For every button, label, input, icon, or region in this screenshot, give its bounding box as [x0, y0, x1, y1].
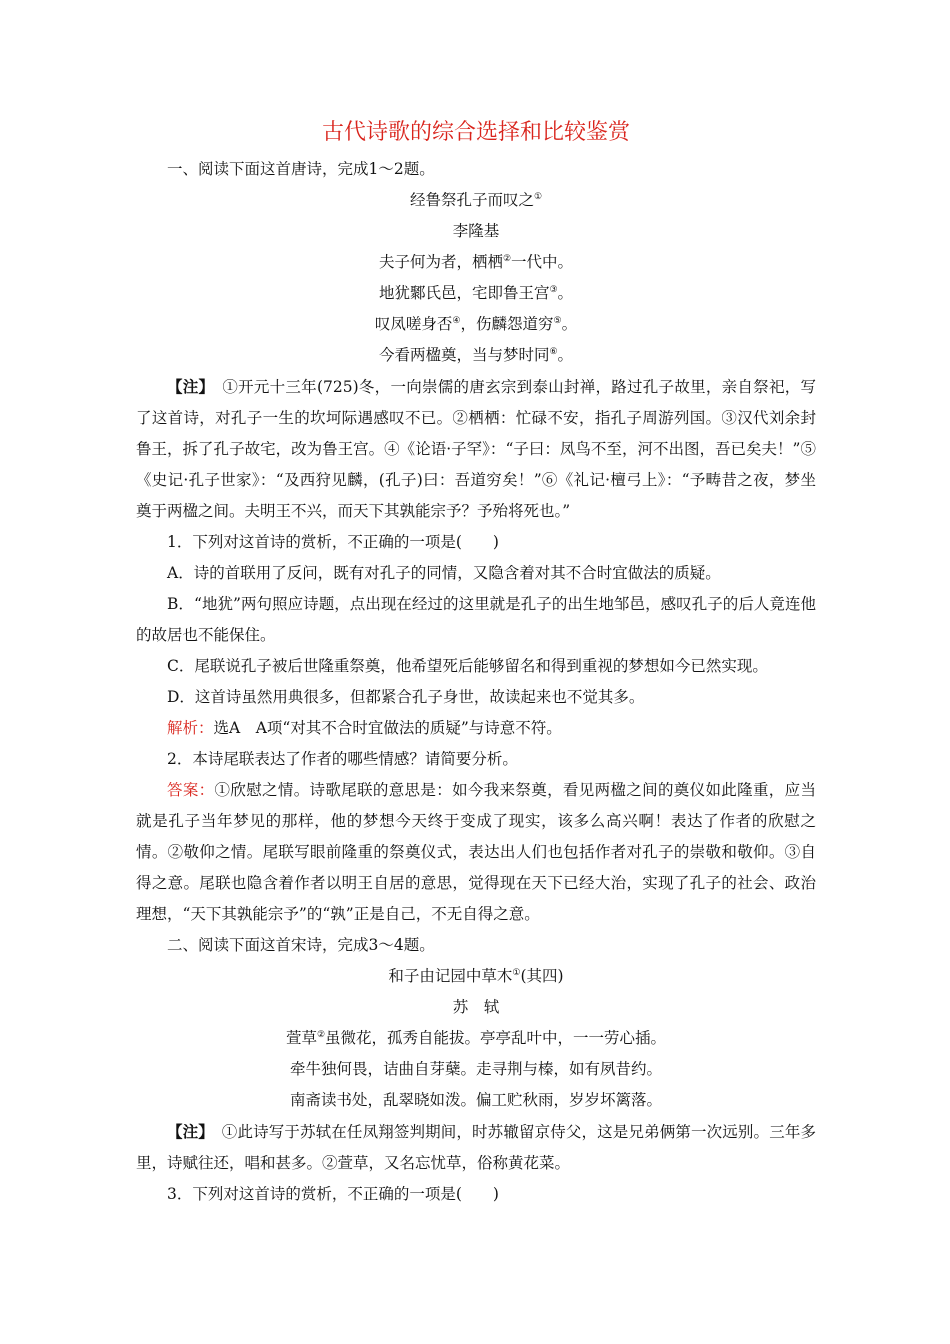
- analysis-label: 解析：: [167, 719, 214, 737]
- option-c: C．尾联说孔子被后世隆重祭奠，他希望死后能够留名和得到重视的梦想如今已然实现。: [167, 657, 768, 675]
- footnote-marker: ①: [533, 192, 543, 202]
- poem-2-author: 苏 轼: [452, 998, 500, 1016]
- option-d: D．这首诗虽然用典很多，但都紧合孔子身世，故读起来也不觉其多。: [167, 688, 645, 706]
- page-title: 古代诗歌的综合选择和比较鉴赏: [321, 120, 630, 145]
- analysis-text: 选A A项“对其不合时宜做法的质疑”与诗意不符。: [213, 719, 562, 737]
- poem-1-line: 叹凤嗟身否④，伤麟怨道穷⑤。: [374, 315, 578, 333]
- poem-1-title: [136, 185, 816, 216]
- poem-2-title: 和子由记园中草木①(其四): [388, 967, 564, 985]
- document-page: [136, 118, 816, 1210]
- note-text: ①此诗写于苏轼在任凤翔签判期间，时苏辙留京侍父，这是兄弟俩第一次远别。三年多里，诗赋往还，唱和甚多。②萱草，又名忘忧草，俗称黄花菜。: [136, 1123, 816, 1172]
- poem-1-line: 夫子何为者，栖栖②一代中。: [378, 253, 574, 271]
- note-text: ①开元十三年(725)冬，一向崇儒的唐玄宗到泰山封禅，路过孔子故里，亲自祭祀，写了这首诗，对孔子一生的坎坷际遇感叹不已。②栖栖：忙碌不安，指孔子周游列国。③汉代刘余封鲁王，拆了孔子故宅，改为鲁王宫。④《论语·子罕》：“子曰：凤鸟不至，河不出图，吾已矣夫！”⑤《史记·孔子世家》：“及西狩见麟，(孔子)曰：吾道穷矣！”⑥《礼记·檀弓上》：“予畴昔之夜，梦坐奠于两楹之间。夫明王不兴，而天下其孰能宗予？予殆将死也。”: [136, 378, 816, 520]
- analysis-1: [136, 713, 816, 744]
- option-a: A．诗的首联用了反问，既有对孔子的同情，又隐含着对其不合时宜做法的质疑。: [167, 564, 721, 582]
- note-label: 【注】: [167, 1122, 207, 1141]
- answer-2: [136, 775, 816, 930]
- poem-1-title-text: 经鲁祭孔子而叹之: [409, 191, 534, 209]
- answer-text: ①欣慰之情。诗歌尾联的意思是：如今我来祭奠，看见两楹之间的奠仪如此隆重，应当就是孔子当年梦见的那样，他的梦想今天终于变成了现实，该多么高兴啊！表达了作者的欣慰之情。②敬仰之情。尾联写眼前隆重的祭奠仪式，表达出人们也包括作者对孔子的崇敬和敬仰。③自得之意。尾联也隐含着作者以明王自居的意思，觉得现在天下已经大治，实现了孔子的社会、政治理想，“天下其孰能宗予”的“孰”正是自己，不无自得之意。: [136, 781, 816, 923]
- poem-1-line: 今看两楹奠，当与梦时同⑥。: [378, 346, 574, 364]
- poem-1-line: 地犹鄹氏邑，宅即鲁王宫③。: [378, 284, 574, 302]
- poem-2-line: 萱草②虽微花，孤秀自能拔。亭亭乱叶中，一一劳心插。: [285, 1029, 667, 1047]
- poem-2-line: 南斋读书处，乱翠晓如泼。偏工贮秋雨，岁岁坏篱落。: [289, 1091, 662, 1109]
- footnote-marker: ①: [512, 968, 521, 978]
- answer-label: 答案：: [167, 781, 215, 799]
- question-3: 3．下列对这首诗的赏析，不正确的一项是( ): [167, 1185, 499, 1203]
- poem-2-line: 牵牛独何畏，诘曲自芽蘖。走寻荆与榛，如有夙昔约。: [289, 1060, 662, 1078]
- section-2-intro: 二、阅读下面这首宋诗，完成3～4题。: [167, 936, 435, 954]
- poem-1-note: [136, 371, 816, 527]
- option-b: B．“地犹”两句照应诗题，点出现在经过的这里就是孔子的出生地邹邑，感叹孔子的后人竟连他的故居也不能保住。: [136, 595, 816, 644]
- poem-2-note: [136, 1116, 816, 1179]
- question-1: 1．下列对这首诗的赏析，不正确的一项是( ): [167, 533, 499, 551]
- question-2: 2．本诗尾联表达了作者的哪些情感？请简要分析。: [167, 750, 518, 768]
- note-label: 【注】: [167, 377, 207, 396]
- poem-1-author: 李隆基: [452, 222, 500, 240]
- section-1-intro: 一、阅读下面这首唐诗，完成1～2题。: [167, 160, 435, 178]
